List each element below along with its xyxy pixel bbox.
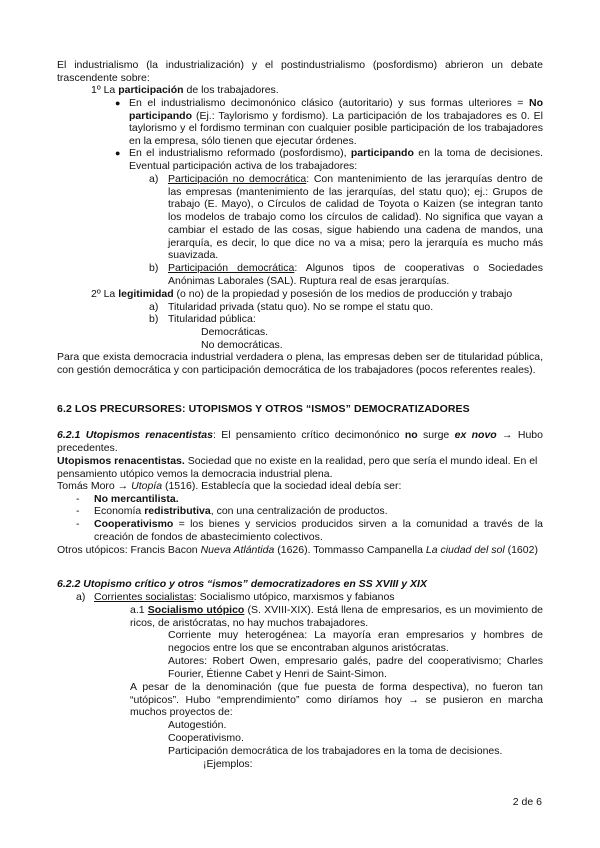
section-heading: 6.2 LOS PRECURSORES: UTOPISMOS Y OTROS “ISMOS” DEMOCRATIZADORES [57,403,470,415]
participacion-no-democratica: Participación no democrática: Con mantenimiento de las jerarquías dentro de las empresas (mantenimiento de las jerarquías, del statu quo); ej.: Grupos de trabajo (E. Mayo), o Círculos de calidad de Toyota o Kaizen (se integran tanto los modelos de trabajo como los círculos de calidad). No significa que vayan a cambiar el estado de las cosas, sigue habiendo una cadena de mandos, una jerarquía, es decir, lo que dice no va a misa; pero la jerarquía es mucho más suavizada. [168,173,543,262]
sub-a-marker: a) [149,173,159,185]
point-2-b-item: Democráticas. [201,326,269,338]
corrientes-marker: a) [76,591,86,603]
list-item: Economía redistributiva, con una centralización de productos. [94,505,388,517]
otros-utopicos: Otros utópicos: Francis Bacon Nueva Atlántida (1626). Tommasso Campanella La ciudad del sol (1602) [57,544,538,556]
a-pesar-paragraph: A pesar de la denominación (que fue puesta de forma despectiva), no fueron tan “utópicos”. Hubo “emprendimiento” como diríamos hoy → se pusieron en marcha muchos proyectos de: [130,681,543,719]
bullet-icon: ● [115,98,121,108]
point-1: 1º La participación de los trabajadores. [91,84,279,96]
socialismo-utopico: a.1 Socialismo utópico (S. XVIII-XIX). Está llena de empresarios, es un movimiento de ricos, de aristócratas, no hay muchos trabajadores. [130,604,543,629]
democracia-paragraph: Para que exista democracia industrial verdadera o plena, las empresas deben ser de titularidad pública, con gestión democrática y con participación democrática de los trabajadores (pocos referentes reales). [57,351,543,376]
point-2-a-marker: a) [149,301,159,313]
intro-paragraph: El industrialismo (la industrialización) y el postindustrialismo (posfordismo) abrieron un debate trascendente sobre: [57,59,543,84]
list-item: No mercantilista. [94,493,179,505]
bullet-icon: ● [115,148,121,158]
tomas-moro-line: Tomás Moro → Utopía (1516). Establecía que la sociedad ideal debía ser: [57,480,402,492]
participacion-democratica: Participación democrática: Algunos tipos de cooperativas o Sociedades Anónimas Laborales (SAL). Ruptura real de esas jerarquías. [168,262,543,287]
page-number: 2 de 6 [512,796,542,808]
bullet-participando: En el industrialismo reformado (posfordismo), participando en la toma de decisiones. Eventual participación activa de los trabajadores: [129,147,543,172]
dash-marker: - [76,518,80,530]
point-2: 2º La legitimidad (o no) de la propiedad y posesión de los medios de producción y trabajo [91,288,513,300]
utopismos-paragraph: Utopismos renacentistas. Sociedad que no existe en la realidad, pero que sería el mundo ideal. En el pensamiento utópico vemos la democracia industrial plena. [57,455,538,480]
list-item: Autogestión. [168,719,227,731]
sub-b-marker: b) [149,262,159,274]
subsection-6-2-2-title: 6.2.2 Utopismo crítico y otros “ismos” democratizadores en SS XVIII y XIX [57,578,427,590]
corrientes-socialistas: Corrientes socialistas: Socialismo utópico, marxismos y fabianos [94,591,395,603]
list-item: Cooperativismo = los bienes y servicios producidos sirven a la comunidad a través de la creación de fondos de abastecimiento colectivos. [94,518,543,543]
point-2-b-marker: b) [149,313,159,325]
list-item: Participación democrática de los trabajadores en la toma de decisiones. [168,745,503,757]
point-2-b-item: No democráticas. [201,339,283,351]
list-item: Cooperativismo. [168,732,244,744]
subsection-6-2-1: 6.2.1 Utopismos renacentistas: El pensamiento crítico decimonónico no surge ex novo → Hubo precedentes. [57,429,543,454]
corriente-heterogenea: Corriente muy heterogénea: La mayoría eran empresarios y hombres de negocios entre los que se encontraban algunos aristócratas. [168,629,543,654]
point-2-b: Titularidad pública: [168,313,256,325]
autores: Autores: Robert Owen, empresario galés, padre del cooperativismo; Charles Fourier, Étienne Cabet y Henri de Saint-Simon. [168,655,543,680]
dash-marker: - [76,505,80,517]
bullet-no-participando: En el industrialismo decimonónico clásico (autoritario) y sus formas ulteriores = No participando (Ej.: Taylorismo y fordismo). La participación de los trabajadores es 0. El taylorismo y el fordismo terminan con cualquier posible participación de los trabajadores en la empresa, sólo tienen que ejecutar órdenes. [129,97,543,148]
point-2-a: Titularidad privada (statu quo). No se rompe el statu quo. [168,301,434,313]
ejemplos: ¡Ejemplos: [203,758,253,770]
dash-marker: - [76,493,80,505]
